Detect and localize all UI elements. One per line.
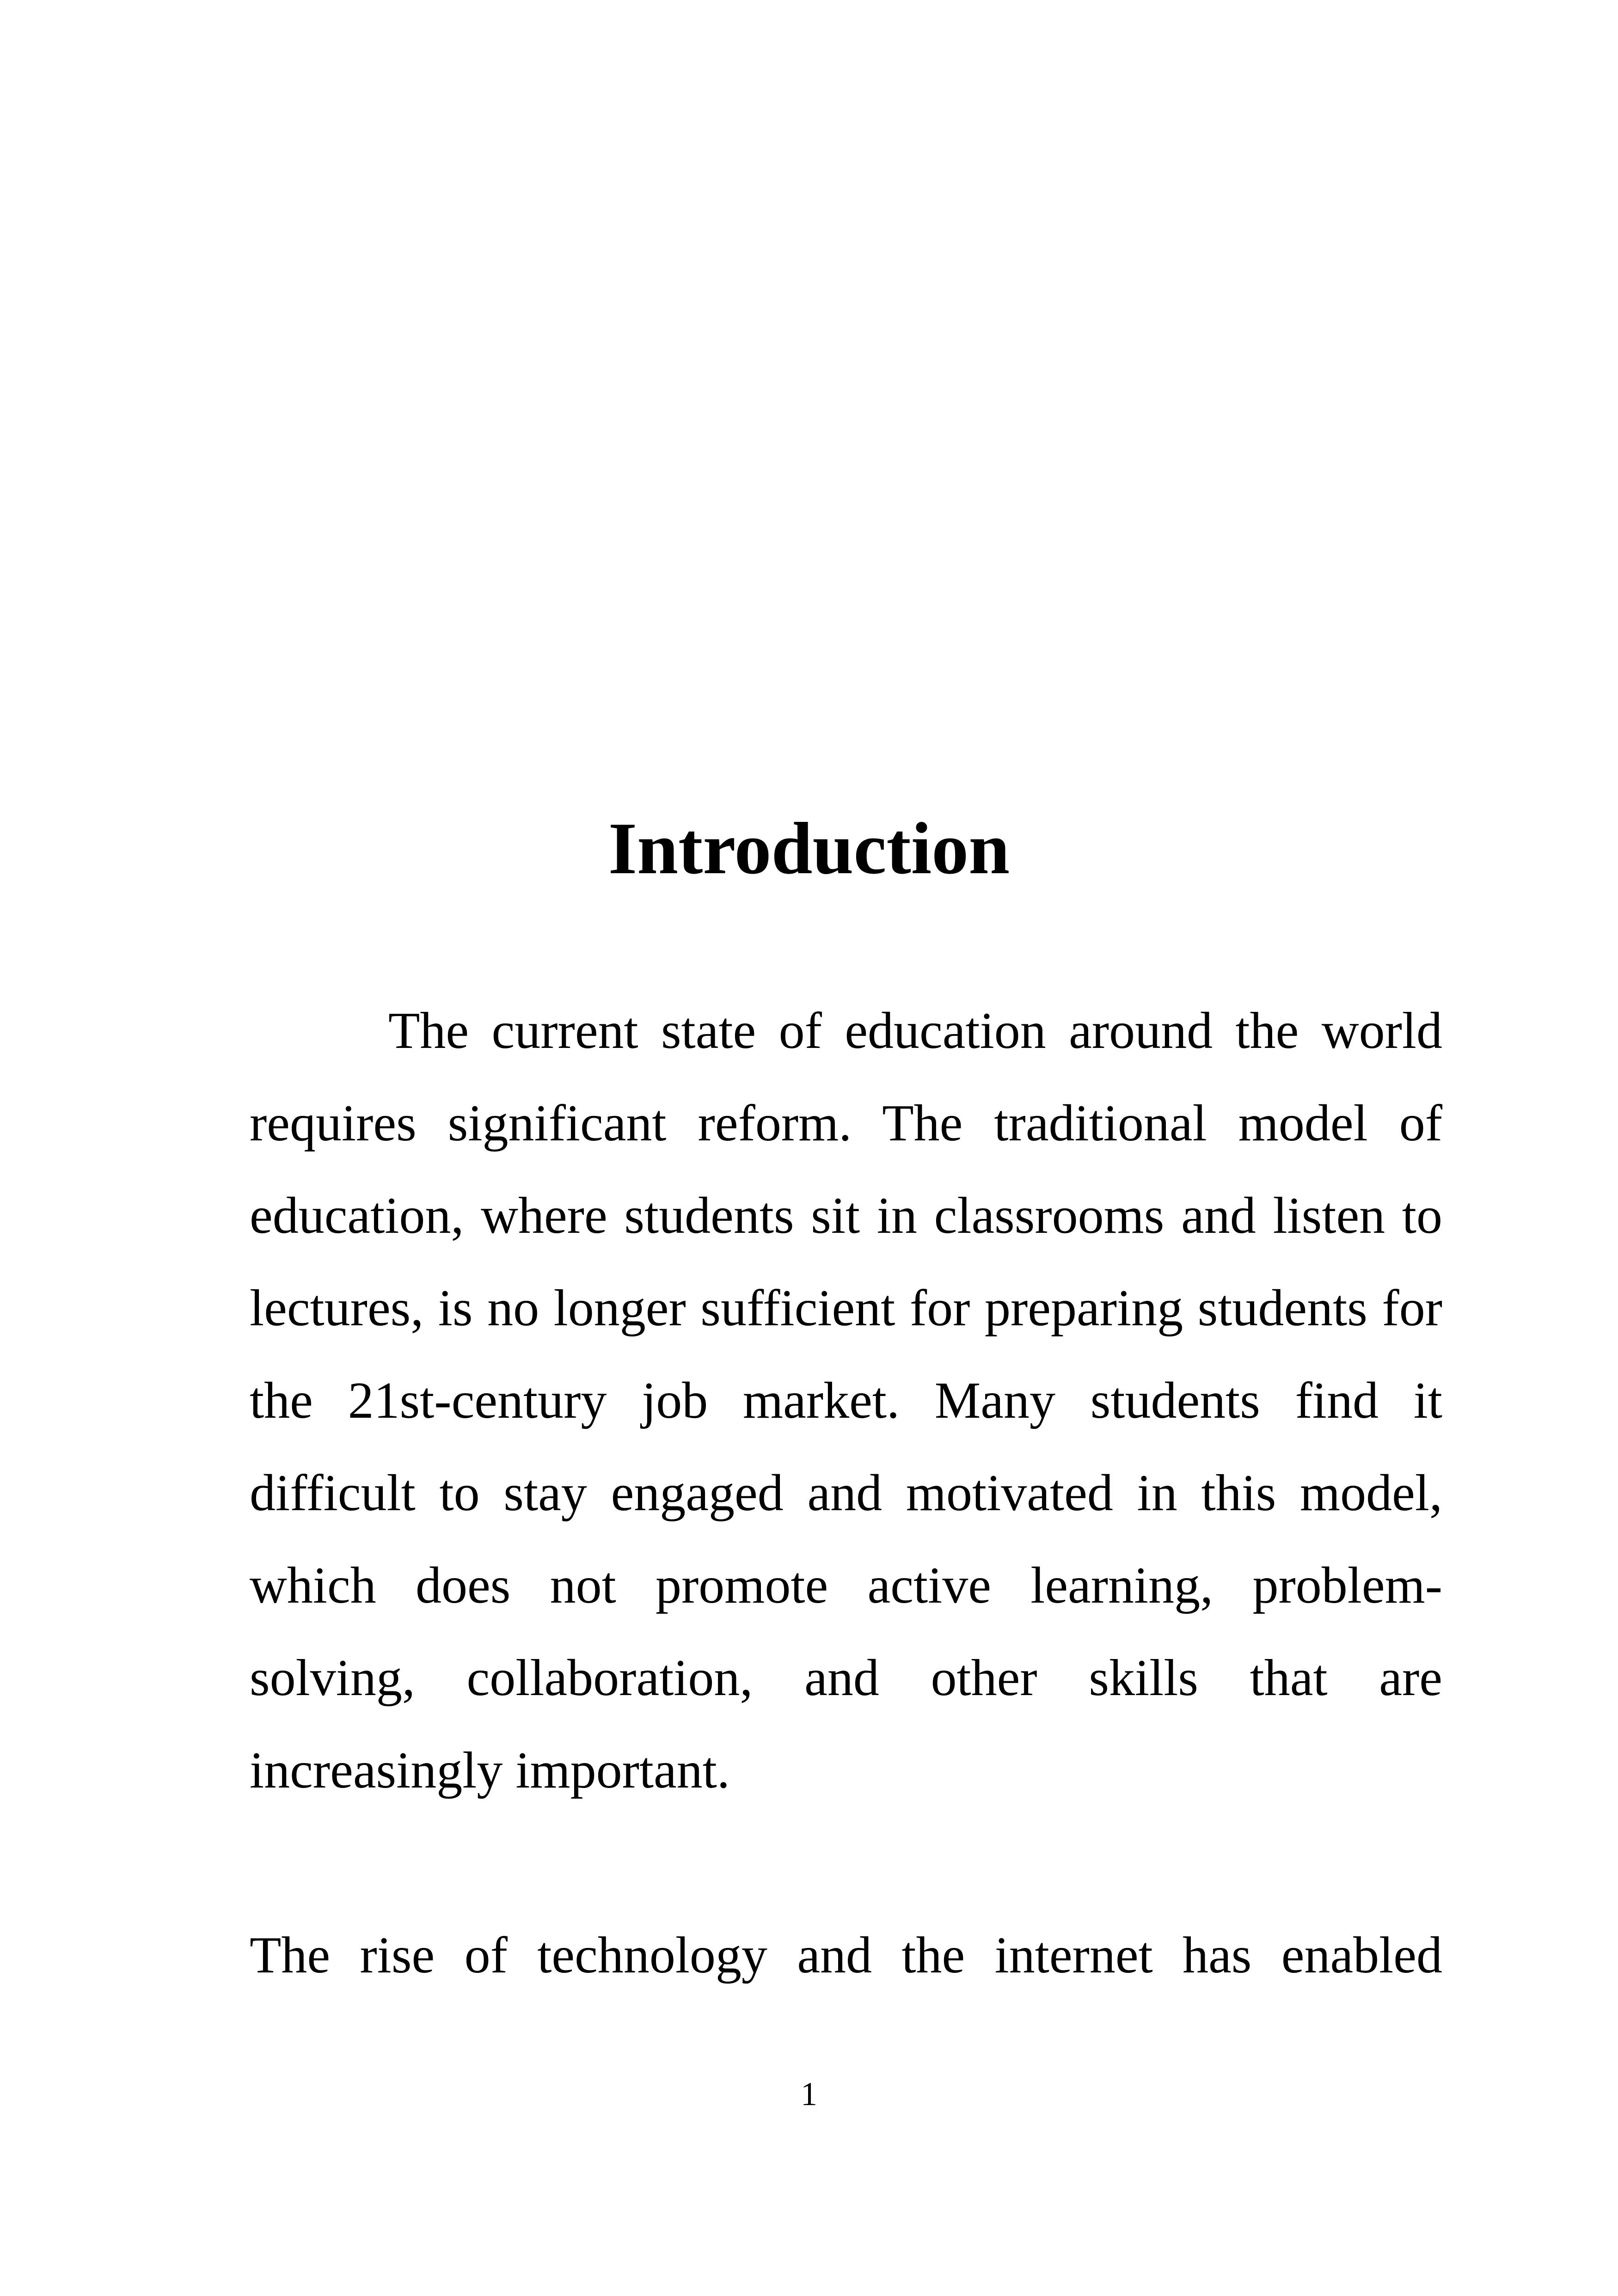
body-paragraph-1: The current state of education around the world requires significant reform. The traditional model of education, where students sit in classrooms and listen to lectures, is no longer sufficient for preparing students for the 21st-century job market. Many students find it difficult to stay engaged and motivated in this model, which does not promote active learning, problem-solving, collaboration, and other skills that are increasingly important. — [250, 1002, 1442, 1799]
section-heading: Introduction — [608, 807, 1010, 889]
body-paragraph-2: The rise of technology and the internet has enabled — [250, 1927, 1442, 1984]
page-number: 1 — [801, 2076, 817, 2112]
